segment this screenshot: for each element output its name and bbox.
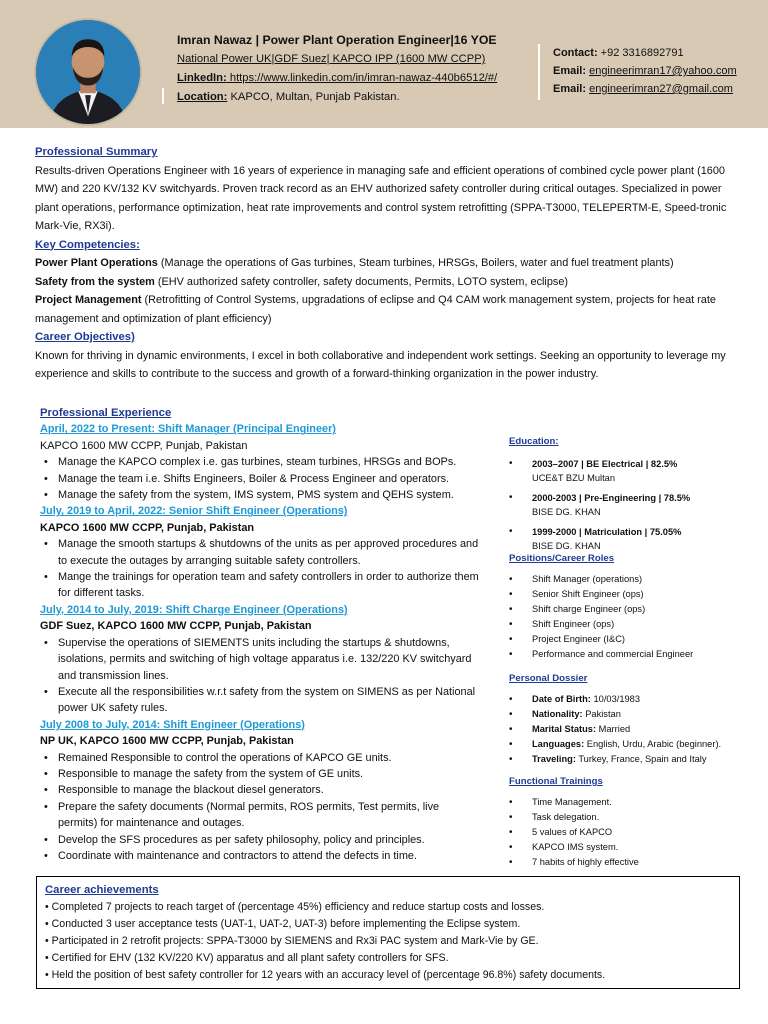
- trainings-title: Functional Trainings: [509, 776, 603, 787]
- resume-header: [0, 0, 768, 128]
- list-item: • Performance and commercial Engineer: [509, 647, 749, 662]
- dossier-section: [509, 673, 749, 767]
- job-bullets: [40, 536, 480, 602]
- job-role: July, 2014 to July, 2019: Shift Charge Engineer (Operations): [40, 603, 348, 616]
- job-company: NP UK, KAPCO 1600 MW CCPP, Punjab, Pakistan: [40, 735, 294, 748]
- achievements-box: [36, 876, 740, 989]
- list-item: • Date of Birth: 10/03/1983: [509, 692, 749, 707]
- list-item: • Held the position of best safety controller for 12 years with an accuracy level of (percentage 96.8%) safety documents.: [45, 969, 606, 981]
- location-value: KAPCO, Multan, Punjab Pakistan.: [227, 91, 400, 103]
- job-company: KAPCO 1600 MW CCPP, Punjab, Pakistan: [40, 521, 255, 534]
- email-label-2: Email:: [553, 83, 587, 95]
- list-item: • 2000-2003 | Pre-Engineering | 78.5% BISE DG. KHAN: [509, 491, 749, 519]
- list-item: • Prepare the safety documents (Normal permits, ROS permits, Test permits, live permits) for maintenance and outages.: [40, 799, 480, 832]
- trainings-section: [509, 776, 749, 870]
- location-line: [177, 88, 497, 107]
- dossier-list: [509, 692, 749, 767]
- list-item: • Supervise the operations of SIEMENTS units including the startups & shutdowns, isolations, permits and switching of high voltage apparatus i.e. 132/220 KV switchyard and transmission lines.: [40, 635, 480, 684]
- summary-section: [35, 143, 735, 384]
- header-divider-right: [538, 44, 540, 100]
- list-item: • Remained Responsible to control the operations of KAPCO GE units.: [40, 750, 480, 766]
- achievements-title: Career achievements: [45, 884, 159, 896]
- list-item: • Conducted 3 user acceptance tests (UAT-1, UAT-2, UAT-3) before implementing the Eclipse system.: [45, 918, 521, 930]
- list-item: • Project Engineer (I&C): [509, 632, 749, 647]
- positions-list: [509, 572, 749, 662]
- contact-label: Contact:: [553, 47, 598, 59]
- education-list: [509, 457, 749, 553]
- list-item: • Shift charge Engineer (ops): [509, 602, 749, 617]
- list-item: • Time Management.: [509, 795, 749, 810]
- list-item: • Marital Status: Married: [509, 722, 749, 737]
- header-divider-left: [162, 88, 164, 104]
- summary-text: Results-driven Operations Engineer with 16 years of experience in managing safe and efficient operations of combined cycle power plant (1600 MW) and 220 KV/132 KV switchyards. Proven track record as an EHV authorized safety controller during critical outages. Specialized in power plant operations, performance optimization, heat rate improvements and control system retrofitting (SPPA-T3000, TELEPERTM-E, Speed-tronic Mark-Vie, RX3i).: [35, 164, 727, 232]
- list-item: • Responsible to manage the blackout diesel generators.: [40, 782, 480, 798]
- list-item: • Shift Manager (operations): [509, 572, 749, 587]
- header-contact: [553, 44, 737, 98]
- header-identity: [177, 31, 497, 107]
- candidate-name: Imran Nawaz | Power Plant Operation Engineer|16 YOE: [177, 33, 497, 47]
- list-item: • 2003–2007 | BE Electrical | 82.5% UCE&T BZU Multan: [509, 457, 749, 485]
- list-item: • Manage the team i.e. Shifts Engineers, Boiler & Process Engineer and operators.: [40, 471, 480, 487]
- list-item: • 1999-2000 | Matriculation | 75.05% BISE DG. KHAN: [509, 525, 749, 553]
- list-item: • Coordinate with maintenance and contractors to attend the defects in time.: [40, 848, 480, 864]
- objectives-title: Career Objectives): [35, 331, 135, 343]
- list-item: • Nationality: Pakistan: [509, 707, 749, 722]
- dossier-title: Personal Dossier: [509, 673, 588, 684]
- list-item: • Manage the safety from the system, IMS system, PMS system and QEHS system.: [40, 487, 480, 503]
- linkedin-label: LinkedIn:: [177, 72, 227, 84]
- objectives-text: Known for thriving in dynamic environments, I excel in both collaborative and independent work settings. Seeking an opportunity to leverage my experience and skills to contribute to the success and growth of a forward-thinking organization in the power industry.: [35, 349, 726, 380]
- list-item: • Participated in 2 retrofit projects: SPPA-T3000 by SIEMENS and Rx3i PAC system and Mark-Vie by GE.: [45, 935, 539, 947]
- competency-item: Project Management (Retrofitting of Control Systems, upgradations of eclipse and Q4 CAM work management system, projects for heat rate management and optimization of plant efficiency): [35, 294, 716, 325]
- contact-line: [553, 44, 737, 62]
- location-label: Location:: [177, 91, 228, 103]
- list-item: • Execute all the responsibilities w.r.t safety from the system on SIMENS as per National power UK safety rules.: [40, 684, 480, 717]
- experience-title: Professional Experience: [40, 407, 172, 419]
- contact-value: +92 3316892791: [597, 47, 684, 59]
- list-item: • Completed 7 projects to reach target of (percentage 45%) efficiency and reduce startup costs and losses.: [45, 901, 545, 913]
- education-section: [509, 436, 749, 559]
- education-title: Education:: [509, 436, 559, 447]
- profile-photo: [34, 18, 142, 126]
- competency-item: Safety from the system (EHV authorized safety controller, safety documents, Permits, LOTO system, eclipse): [35, 275, 569, 288]
- linkedin-link[interactable]: https://www.linkedin.com/in/imran-nawaz-440b6512/#/: [226, 72, 498, 84]
- competencies-title: Key Competencies:: [35, 238, 140, 251]
- list-item: • 5 values of KAPCO: [509, 825, 749, 840]
- email-line-1: [553, 62, 737, 80]
- positions-title: Positions/Career Roles: [509, 553, 615, 564]
- job-role: April, 2022 to Present: Shift Manager (Principal Engineer): [40, 423, 336, 436]
- email-link-2[interactable]: engineerimran27@gmail.com: [589, 83, 733, 95]
- email-line-2: [553, 80, 737, 98]
- list-item: • 7 habits of highly effective: [509, 855, 749, 870]
- list-item: • Senior Shift Engineer (ops): [509, 587, 749, 602]
- job-role: July 2008 to July, 2014: Shift Engineer (Operations): [40, 718, 305, 731]
- list-item: • Manage the KAPCO complex i.e. gas turbines, steam turbines, HRSGs and BOPs.: [40, 454, 480, 470]
- job-bullets: [40, 635, 480, 717]
- job-bullets: [40, 750, 480, 865]
- job-bullets: [40, 454, 480, 503]
- summary-title: Professional Summary: [35, 146, 158, 158]
- email-label-1: Email:: [553, 65, 587, 77]
- linkedin-line: [177, 69, 497, 88]
- job-company: GDF Suez, KAPCO 1600 MW CCPP, Punjab, Pakistan: [40, 620, 312, 633]
- competency-item: Power Plant Operations (Manage the operations of Gas turbines, Steam turbines, HRSGs, Boilers, water and fuel treatment plants): [35, 257, 674, 269]
- job-role: July, 2019 to April, 2022: Senior Shift Engineer (Operations): [40, 505, 348, 518]
- email-link-1[interactable]: engineerimran17@yahoo.com: [589, 65, 737, 77]
- list-item: • Mange the trainings for operation team and safety controllers in order to authorize them for different tasks.: [40, 569, 480, 602]
- positions-section: [509, 553, 749, 662]
- list-item: • KAPCO IMS system.: [509, 840, 749, 855]
- list-item: • Languages: English, Urdu, Arabic (beginner).: [509, 737, 749, 752]
- experience-section: [40, 405, 480, 864]
- job-company: KAPCO 1600 MW CCPP, Punjab, Pakistan: [40, 439, 248, 452]
- employer-line: National Power UK|GDF Suez| KAPCO IPP (1600 MW CCPP): [177, 53, 486, 65]
- list-item: • Traveling: Turkey, France, Spain and Italy: [509, 752, 749, 767]
- list-item: • Responsible to manage the safety from the system of GE units.: [40, 766, 480, 782]
- list-item: • Task delegation.: [509, 810, 749, 825]
- list-item: • Certified for EHV (132 KV/220 KV) apparatus and all plant safety controllers for SFS.: [45, 952, 449, 964]
- trainings-list: [509, 795, 749, 870]
- list-item: • Manage the smooth startups & shutdowns of the units as per approved procedures and to execute the outages by arranging suitable safety controllers.: [40, 536, 480, 569]
- list-item: • Shift Engineer (ops): [509, 617, 749, 632]
- list-item: • Develop the SFS procedures as per safety philosophy, policy and principles.: [40, 832, 480, 848]
